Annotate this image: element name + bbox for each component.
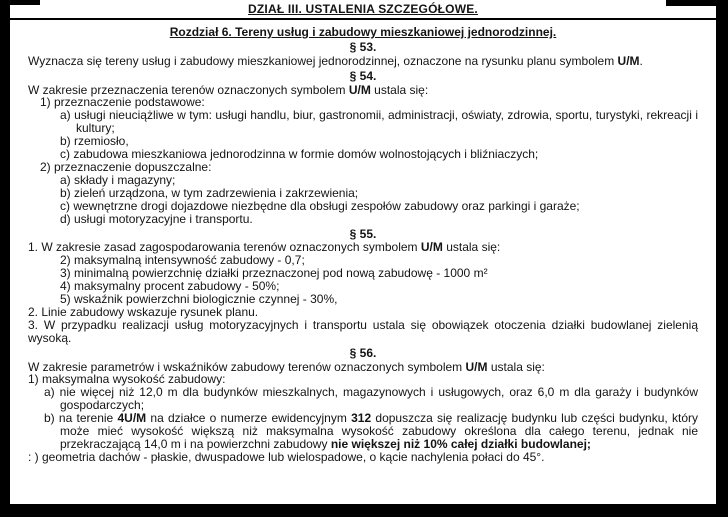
- text-segment: Wyznacza się tereny usług i zabudowy mieszkaniowej jednorodzinnej, oznaczone na rysunku planu symbolem: [28, 53, 618, 68]
- doc-block-alpha: [28, 109, 698, 135]
- scan-edge-right: [716, 0, 728, 517]
- title-divider-line: [0, 18, 728, 20]
- doc-block-chapter: [28, 26, 698, 39]
- text-segment: 312: [351, 411, 372, 426]
- doc-block-para: [28, 55, 698, 68]
- doc-block-alpha: [28, 213, 698, 226]
- doc-block-section: [28, 70, 698, 83]
- scanned-document-page: [28, 3, 698, 464]
- scan-corner-top-right: [666, 0, 728, 6]
- text-segment: ustala się:: [487, 359, 545, 374]
- text-segment: 4U/M: [117, 411, 147, 426]
- scan-edge-left: [0, 0, 10, 517]
- text-segment: § 55.: [349, 226, 377, 241]
- doc-block-alphaB: [28, 412, 698, 451]
- document-body: [28, 26, 698, 464]
- text-segment: b) zieleń urządzona, w tym zadrzewienia i zakrzewienia;: [60, 185, 359, 200]
- text-segment: 2) przeznaczenie dopuszczalne:: [40, 159, 212, 174]
- text-segment: nie większej niż 10% całej działki budowlanej;: [330, 437, 591, 451]
- text-segment: Rozdział 6. Tereny usług i zabudowy mieszkaniowej jednorodzinnej.: [169, 24, 557, 39]
- text-segment: c) zabudowa mieszkaniowa jednorodzinna w formie domów wolnostojących i bliźniaczych;: [60, 147, 539, 162]
- text-segment: § 53.: [349, 39, 377, 54]
- text-segment: U/M: [617, 53, 640, 68]
- text-segment: 4) maksymalny procent zabudowy - 50%;: [60, 279, 280, 294]
- text-segment: a) nie więcej niż 12,0 m dla budynków mieszkalnych, magazynowych i usługowych, oraz 6,0 m dla garaży i budynków gospodarczych;: [44, 385, 698, 413]
- text-segment: ustala się:: [370, 82, 429, 97]
- text-segment: § 56.: [349, 345, 377, 360]
- scan-corner-top-left: [0, 0, 40, 5]
- text-segment: dopuszcza się realizację budynku lub części budynku, który może mieć wysokość większą niż maksymalna wysokość zabudowy określona dla całego terenu, jednak nie przekraczającą 14,0 m i na powierzchni zabudowy: [60, 411, 699, 451]
- text-segment: ustala się:: [442, 240, 501, 255]
- text-segment: 2) maksymalną intensywność zabudowy - 0,7;: [60, 253, 305, 268]
- text-segment: 1) przeznaczenie podstawowe:: [40, 95, 205, 110]
- document-title: DZIAŁ III. USTALENIA SZCZEGÓŁOWE.: [248, 2, 478, 16]
- doc-block-section: [28, 347, 698, 360]
- text-segment: 2. Linie zabudowy wskazuje rysunek planu.: [28, 304, 259, 319]
- doc-block-alphaB: [28, 386, 698, 412]
- doc-block-section: [28, 41, 698, 54]
- text-segment: 1) maksymalna wysokość zabudowy:: [28, 372, 226, 387]
- text-segment: a) składy i magazyny;: [60, 172, 176, 187]
- text-segment: 3. W przypadku realizacji usług motoryzacyjnych i transportu ustala się obowiązek otoczenia działki budowlanej zielenią wysoką.: [28, 317, 698, 345]
- text-segment: b) na terenie: [44, 411, 118, 426]
- text-segment: c) wewnętrzne drogi dojazdowe niezbędne dla obsługi zespołów zabudowy oraz parkingi i garaże;: [60, 198, 580, 213]
- doc-block-section: [28, 228, 698, 241]
- text-segment: § 54.: [349, 68, 377, 83]
- text-segment: U/M: [465, 359, 488, 374]
- text-segment: W zakresie przeznaczenia terenów oznaczonych symbolem: [28, 82, 349, 97]
- text-segment: 1. W zakresie zasad zagospodarowania terenów oznaczonych symbolem: [28, 240, 421, 255]
- text-segment: b) rzemiosło,: [60, 134, 129, 149]
- doc-block-para: [28, 319, 698, 345]
- scan-edge-bottom: [0, 504, 728, 517]
- text-segment: W zakresie parametrów i wskaźników zabudowy terenów oznaczonych symbolem: [28, 359, 466, 374]
- text-segment: U/M: [348, 82, 371, 97]
- doc-block-para: [28, 451, 698, 464]
- text-segment: d) usługi motoryzacyjne i transportu.: [60, 211, 253, 226]
- text-segment: a) usługi nieuciążliwe w tym: usługi handlu, biur, gastronomii, administracji, oświaty, zdrowia, sportu, turystyki, rekreacji i kultury;: [60, 108, 698, 136]
- text-segment: 3) minimalną powierzchnię działki przeznaczonej pod nową zabudowę - 1000 m²: [60, 266, 488, 281]
- text-segment: U/M: [420, 240, 443, 255]
- text-segment: 5) wskaźnik powierzchni biologicznie czynnej - 30%,: [60, 292, 338, 307]
- text-segment: na działce o numerze ewidencyjnym: [146, 411, 352, 426]
- text-segment: .: [639, 53, 643, 68]
- text-segment: : ) geometria dachów - płaskie, dwuspadowe lub wielospadowe, o kącie nachylenia połaci do 45°.: [28, 449, 545, 464]
